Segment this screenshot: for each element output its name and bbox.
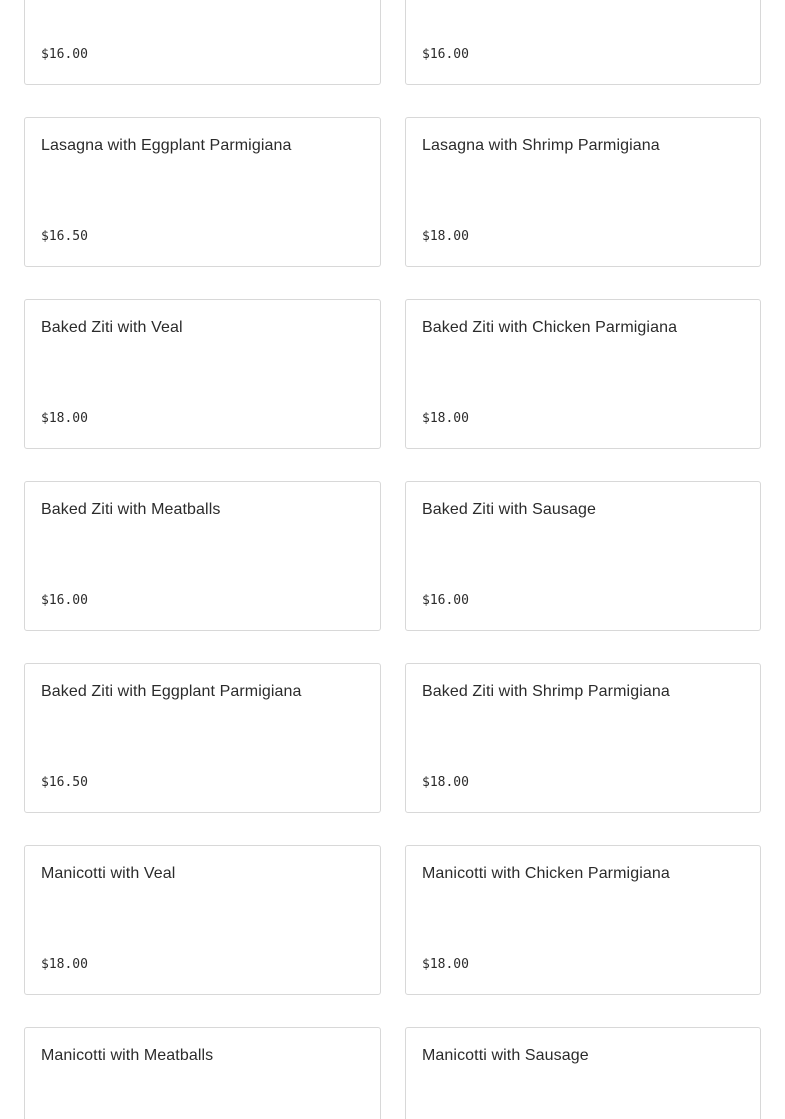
menu-item-price: $16.50 [41,229,88,244]
menu-item-card[interactable] [405,663,761,813]
menu-item-name: Manicotti with Veal [41,865,176,882]
menu-item-name: Lasagna with Eggplant Parmigiana [41,137,292,154]
menu-item-card[interactable] [405,845,761,995]
menu-item-name: Manicotti with Meatballs [41,1047,214,1064]
menu-item-price: $18.00 [422,411,469,426]
menu-item-price: $16.00 [422,47,469,62]
menu-item-card[interactable] [24,481,381,631]
menu-item-card[interactable] [405,1027,761,1119]
menu-item-card[interactable] [24,1027,381,1119]
menu-item-card[interactable] [24,117,381,267]
menu-item-name: Baked Ziti with Chicken Parmigiana [422,319,678,336]
menu-item-price: $18.00 [41,957,88,972]
menu-item-price: $18.00 [422,229,469,244]
menu-item-card[interactable] [24,0,381,85]
menu-item-price: $16.00 [41,47,88,62]
menu-item-name: Baked Ziti with Veal [41,319,183,336]
menu-item-price: $18.00 [41,411,88,426]
menu-item-card[interactable] [405,481,761,631]
menu-item-price: $16.00 [41,593,88,608]
menu-item-name: Manicotti with Chicken Parmigiana [422,865,670,882]
menu-item-card[interactable] [405,0,761,85]
menu-item-card[interactable] [24,299,381,449]
menu-item-price: $18.00 [422,775,469,790]
menu-item-name: Baked Ziti with Eggplant Parmigiana [41,683,302,700]
menu-item-name: Lasagna with Shrimp Parmigiana [422,137,660,154]
menu-item-card[interactable] [405,117,761,267]
menu-item-name: Manicotti with Sausage [422,1047,589,1064]
menu-item-card[interactable] [24,845,381,995]
menu-item-price: $18.00 [422,957,469,972]
menu-item-price: $16.00 [422,593,469,608]
menu-item-price: $16.50 [41,775,88,790]
menu-item-card[interactable] [405,299,761,449]
menu-item-grid [24,0,761,1119]
menu-item-name: Baked Ziti with Sausage [422,501,596,518]
menu-item-name: Baked Ziti with Shrimp Parmigiana [422,683,670,700]
menu-item-card[interactable] [24,663,381,813]
menu-item-name: Baked Ziti with Meatballs [41,501,221,518]
